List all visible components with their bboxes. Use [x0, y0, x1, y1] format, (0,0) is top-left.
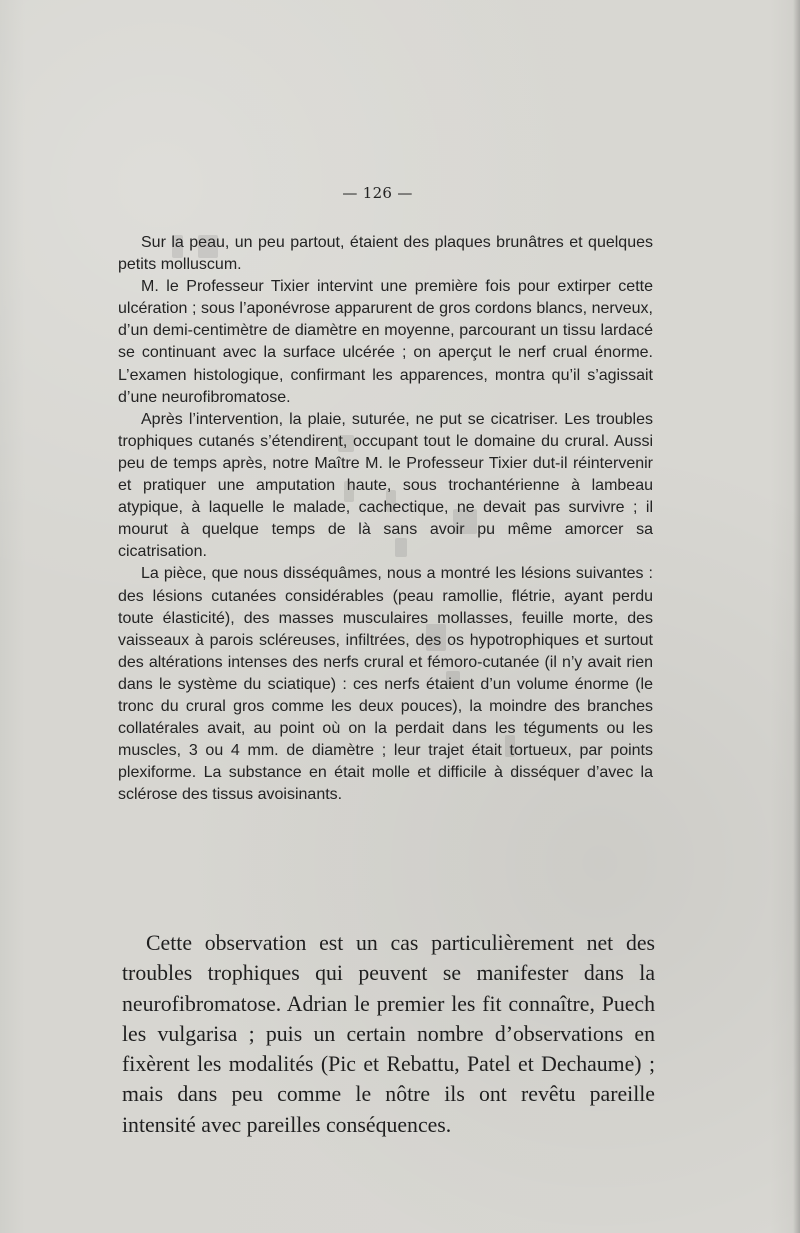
paragraph-1: Sur la peau, un peu partout, étaient des plaques brunâtres et quelques petits molluscum.	[118, 234, 653, 274]
body-text	[118, 232, 653, 806]
scan-mark	[338, 435, 354, 452]
conclusion-paragraph: Cette observation est un cas particulièrement net des troubles trophiques qui peuvent se manifester dans la neurofibromatose. Adrian le premier les fit connaître, Puech les vulgarisa ; puis un certain nombre d’observations en fixèrent les modalités (Pic et Rebattu, Patel et Dechaume) ; mais dans peu comme le nôtre ils ont revêtu pareille intensité avec pareilles conséquences.	[122, 931, 655, 1137]
paragraph-4: La pièce, que nous disséquâmes, nous a montré les lésions suivantes : des lésions cutanées considérables (peau ramollie, flétrie, ayant perdu toute élasticité), des masses musculaires mollasses, feuille morte, des vaisseaux à parois scléreuses, infiltrées, des os hypotrophiques et surtout des altérations intenses des nerfs crural et fémoro-cutanée (il n’y avait rien dans le système du sciatique) : ces nerfs étaient d’un volume énorme (le tronc du crural gros comme les deux pouces), la moindre des branches collatérales avait, au point où on la perdait dans les téguments ou les muscles, 3 ou 4 mm. de diamètre ; leur trajet était tortueux, par points plexiforme. La substance en était molle et difficile à disséquer d’avec la sclérose des tissus avoisinants.	[118, 565, 653, 804]
scan-mark	[198, 235, 218, 258]
page-number: — 126 —	[342, 184, 413, 202]
paragraph-2: M. le Professeur Tixier intervint une première fois pour extirper cette ulcération ; sous l’aponévrose apparurent de gros cordons blancs, nerveux, d’un demi-centimètre de diamètre en moyenne, parcourant un tissu lardacé se continuant avec la surface ulcérée ; on aperçut le nerf crual énorme. L’examen histologique, confirmant les apparences, montra qu’il s’agissait d’une neurofibromatose.	[118, 278, 653, 406]
scan-mark	[172, 235, 183, 258]
scan-mark	[446, 671, 460, 689]
scan-mark	[426, 624, 446, 651]
conclusion-text	[122, 928, 655, 1140]
scan-mark	[453, 509, 477, 534]
paragraph-3: Après l’intervention, la plaie, suturée, ne put se cicatriser. Les troubles trophiques cutanés s’étendirent, occupant tout le domaine du crural. Aussi peu de temps après, notre Maître M. le Professeur Tixier dut-il réintervenir et pratiquer une amputation haute, sous trochantérienne à lambeau atypique, à laquelle le malade, cachectique, ne devait pas survivre ; il mourut à quelque temps de là sans avoir pu même amorcer sa cicatrisation.	[118, 410, 653, 561]
scan-mark	[344, 481, 354, 502]
scan-mark	[505, 735, 515, 757]
scan-mark	[395, 538, 407, 557]
scan-mark	[386, 490, 396, 512]
